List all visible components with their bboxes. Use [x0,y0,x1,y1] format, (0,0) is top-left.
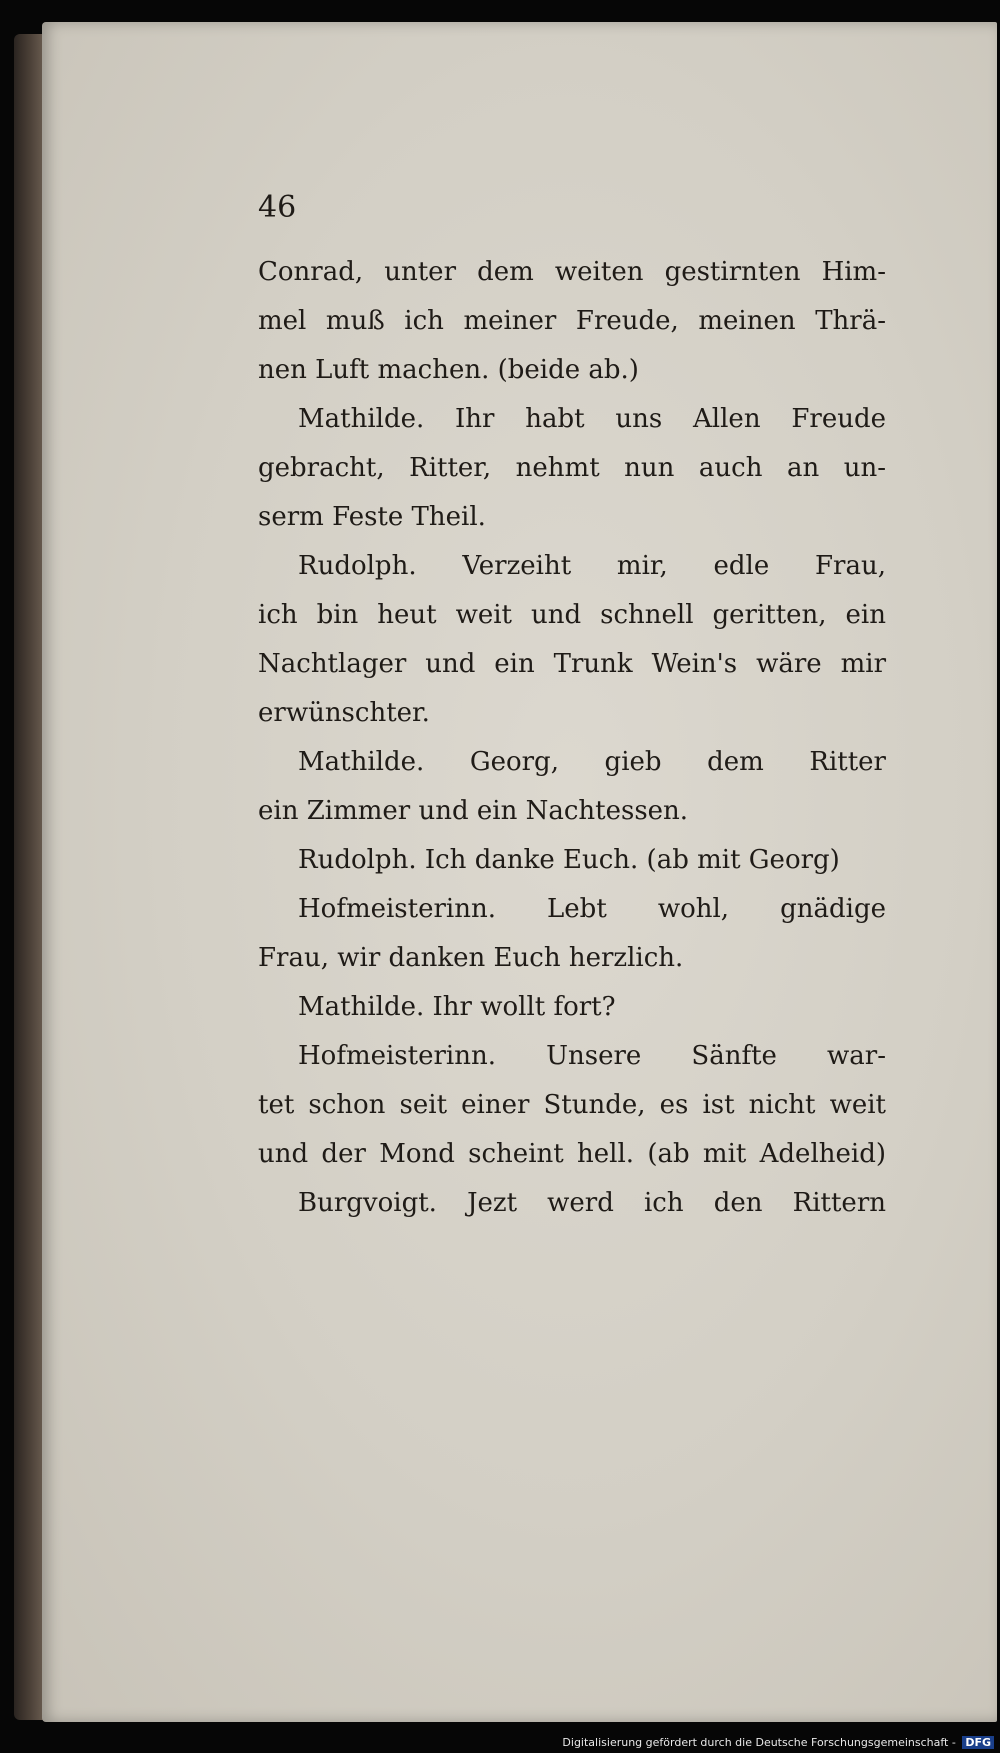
text-line: Frau, wir danken Euch herzlich. [258,943,684,973]
page-number: 46 [258,190,297,225]
text-line: Rudolph. Verzeiht mir, edle Frau, [298,551,886,581]
text-line: Mathilde. Georg, gieb dem Ritter [298,747,886,777]
text-line: erwünschter. [258,698,430,728]
text-line: Mathilde. Ihr wollt fort? [298,992,616,1022]
text-line: ein Zimmer und ein Nachtessen. [258,796,689,826]
text-line: Mathilde. Ihr habt uns Allen Freude [298,404,886,434]
text-line: nen Luft machen. (beide ab.) [258,355,639,385]
text-line: Burgvoigt. Jezt werd ich den Rittern [298,1188,886,1218]
text-line: und der Mond scheint hell. (ab mit Adelheid) [258,1139,886,1169]
text-line: Conrad, unter dem weiten gestirnten Him- [258,257,886,287]
text-line: Hofmeisterinn. Lebt wohl, gnädige [298,894,886,924]
text-line: Hofmeisterinn. Unsere Sänfte war- [298,1041,886,1071]
text-line: gebracht, Ritter, nehmt nun auch an un- [258,453,886,483]
text-line: Nachtlager und ein Trunk Wein's wäre mir [258,649,886,679]
text-line: tet schon seit einer Stunde, es ist nicht weit [258,1090,886,1120]
dfg-logo: DFG [962,1736,994,1749]
credit-text: Digitalisierung gefördert durch die Deutsche Forschungsgemeinschaft - [562,1736,956,1749]
text-line: ich bin heut weit und schnell geritten, ein [258,600,886,630]
text-line: Rudolph. Ich danke Euch. (ab mit Georg) [298,845,840,875]
text-line: serm Feste Theil. [258,502,486,532]
text-line: mel muß ich meiner Freude, meinen Thrä- [258,306,886,336]
page-text [258,248,886,1228]
digitization-credit [562,1736,994,1749]
